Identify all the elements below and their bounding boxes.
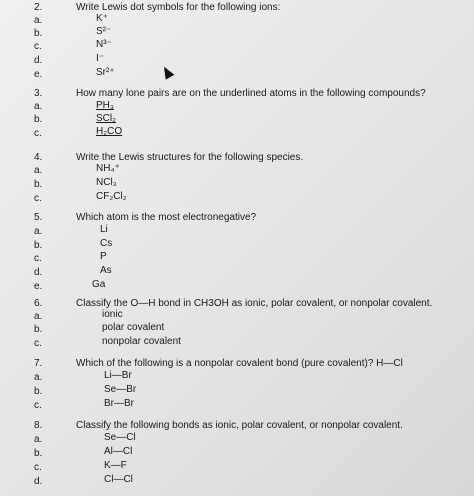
question-stem: How many lone pairs are on the underlined atoms in the following compounds? (76, 88, 426, 99)
option-letter: e. (34, 281, 43, 292)
option-letter: a. (34, 15, 43, 26)
option-letter: d. (34, 476, 43, 487)
option-letter: c. (34, 400, 42, 411)
option-letter: a. (34, 165, 43, 176)
option-text: PH₃ (96, 100, 114, 111)
option-text: I⁻ (96, 53, 105, 64)
question-number: 3. (34, 88, 43, 99)
option-letter: b. (34, 179, 43, 190)
option-letter: b. (34, 386, 43, 397)
option-text: K—F (104, 460, 127, 471)
option-text: Li—Br (104, 370, 132, 381)
option-text: ionic (102, 309, 123, 320)
option-letter: c. (34, 462, 42, 473)
option-letter: c. (34, 128, 42, 139)
option-letter: c. (34, 253, 42, 264)
option-text: NH₄⁺ (96, 163, 120, 174)
option-text: N³⁻ (96, 39, 112, 50)
mouse-cursor-icon (160, 64, 175, 79)
question-number: 5. (34, 212, 43, 223)
option-letter: d. (34, 55, 43, 66)
option-text: Sr²⁺ (96, 67, 115, 78)
option-letter: b. (34, 240, 43, 251)
option-text: K⁺ (96, 13, 108, 24)
option-text: Se—Br (104, 384, 137, 395)
option-text: Ga (92, 279, 106, 290)
question-number: 8. (34, 420, 43, 431)
question-stem: Write the Lewis structures for the following species. (76, 152, 304, 163)
question-stem: Which atom is the most electronegative? (76, 212, 257, 223)
option-text: As (100, 265, 112, 276)
question-stem: Classify the following bonds as ionic, polar covalent, or nonpolar covalent. (76, 420, 403, 431)
option-text: S²⁻ (96, 26, 112, 37)
option-text: NCl₃ (96, 177, 117, 188)
option-letter: a. (34, 434, 43, 445)
option-text: Al—Cl (104, 446, 133, 457)
option-letter: b. (34, 324, 43, 335)
option-text: Cs (100, 238, 113, 249)
option-letter: a. (34, 226, 43, 237)
option-letter: d. (34, 267, 43, 278)
option-letter: c. (34, 193, 42, 204)
question-stem: Which of the following is a nonpolar covalent bond (pure covalent)? H—Cl (76, 358, 403, 369)
question-number: 7. (34, 358, 43, 369)
option-text: Br—Br (104, 398, 134, 409)
option-text: nonpolar covalent (102, 336, 181, 347)
question-stem: Write Lewis dot symbols for the following ions: (76, 2, 281, 13)
option-letter: a. (34, 372, 43, 383)
option-letter: a. (34, 101, 43, 112)
question-number: 2. (34, 2, 43, 13)
option-text: Cl—Cl (104, 474, 133, 485)
option-letter: b. (34, 448, 43, 459)
option-text: polar covalent (102, 322, 165, 333)
question-number: 6. (34, 298, 43, 309)
option-text: H₂CO (96, 126, 123, 137)
option-text: Li (100, 224, 108, 235)
question-stem: Classify the O—H bond in CH3OH as ionic, polar covalent, or nonpolar covalent. (76, 298, 433, 309)
option-letter: b. (34, 114, 43, 125)
option-letter: c. (34, 338, 42, 349)
option-letter: c. (34, 41, 42, 52)
option-text: P (100, 251, 107, 262)
option-letter: a. (34, 311, 43, 322)
option-text: SCl₂ (96, 113, 116, 124)
option-letter: e. (34, 69, 43, 80)
option-text: Se—Cl (104, 432, 136, 443)
option-text: CF₂Cl₂ (96, 191, 127, 202)
question-number: 4. (34, 152, 43, 163)
option-letter: b. (34, 28, 43, 39)
